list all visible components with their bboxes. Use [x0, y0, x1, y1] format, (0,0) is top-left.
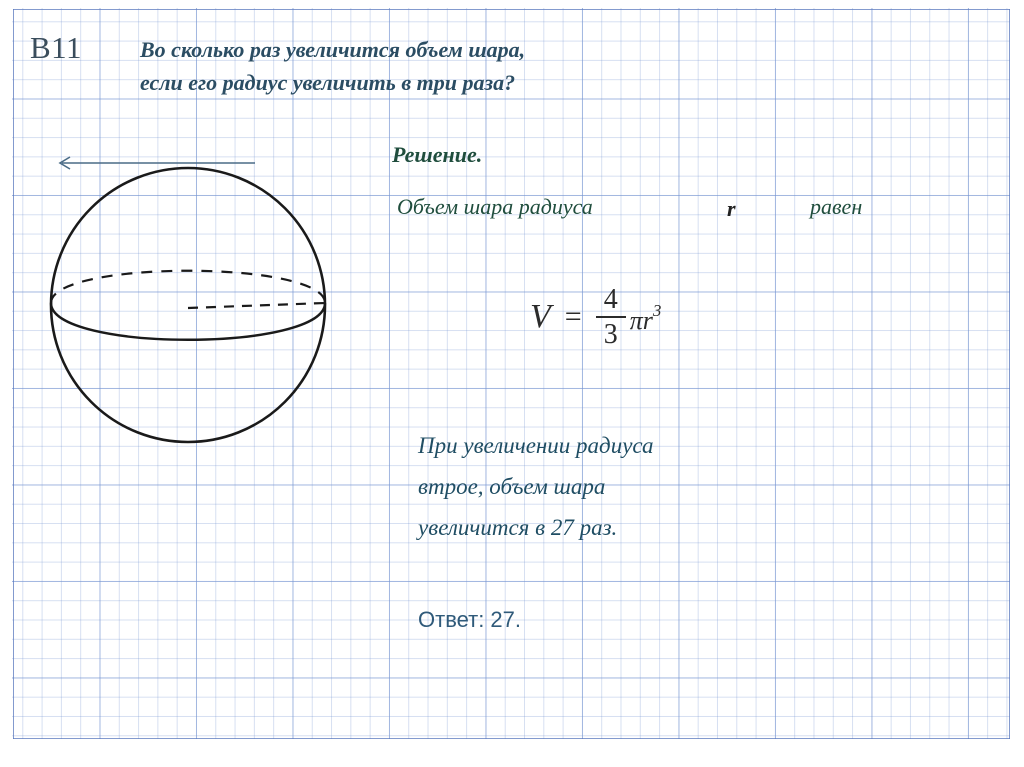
- grid-frame-right: [1009, 9, 1010, 739]
- page-margin-right: [1010, 0, 1024, 767]
- equator-front-solid: [51, 303, 325, 340]
- grid-frame-top: [13, 9, 1010, 10]
- question-line-1: Во сколько раз увеличится объем шара,: [140, 37, 526, 62]
- formula-lhs: V: [530, 298, 551, 336]
- page-margin-top: [0, 0, 1024, 8]
- conclusion-line-1: При увеличении радиуса: [418, 433, 654, 458]
- page-margin-bottom: [0, 739, 1024, 767]
- answer-text: Ответ: 27.: [418, 607, 522, 632]
- formula-pi-r: πr: [629, 306, 653, 336]
- formula-equals: =: [564, 300, 582, 334]
- conclusion-text: [418, 425, 848, 548]
- radius-segment-dashed: [188, 303, 325, 308]
- conclusion-line-3: увеличится в 27 раз.: [418, 515, 618, 540]
- volume-phrase: Объем шара радиуса: [397, 194, 593, 219]
- grid-frame-left: [13, 9, 14, 739]
- radius-symbol: r: [727, 196, 736, 221]
- page-margin-left: [0, 0, 12, 767]
- formula-exponent: 3: [652, 301, 662, 321]
- equals-word: равен: [810, 194, 863, 219]
- fraction-numerator: 4: [603, 284, 618, 315]
- grid-frame-bottom: [13, 738, 1010, 739]
- equator-back-dashed: [51, 271, 325, 303]
- volume-formula: [530, 285, 661, 350]
- sphere-diagram: [40, 140, 360, 470]
- question-text: [140, 33, 700, 99]
- conclusion-line-2: втрое, объем шара: [418, 474, 606, 499]
- fraction-denominator: 3: [603, 319, 618, 351]
- solution-heading: Решение.: [392, 142, 483, 167]
- question-line-2: если его радиус увеличить в три раза?: [140, 70, 516, 95]
- task-number-label: B11: [30, 30, 83, 65]
- formula-fraction: [596, 285, 626, 350]
